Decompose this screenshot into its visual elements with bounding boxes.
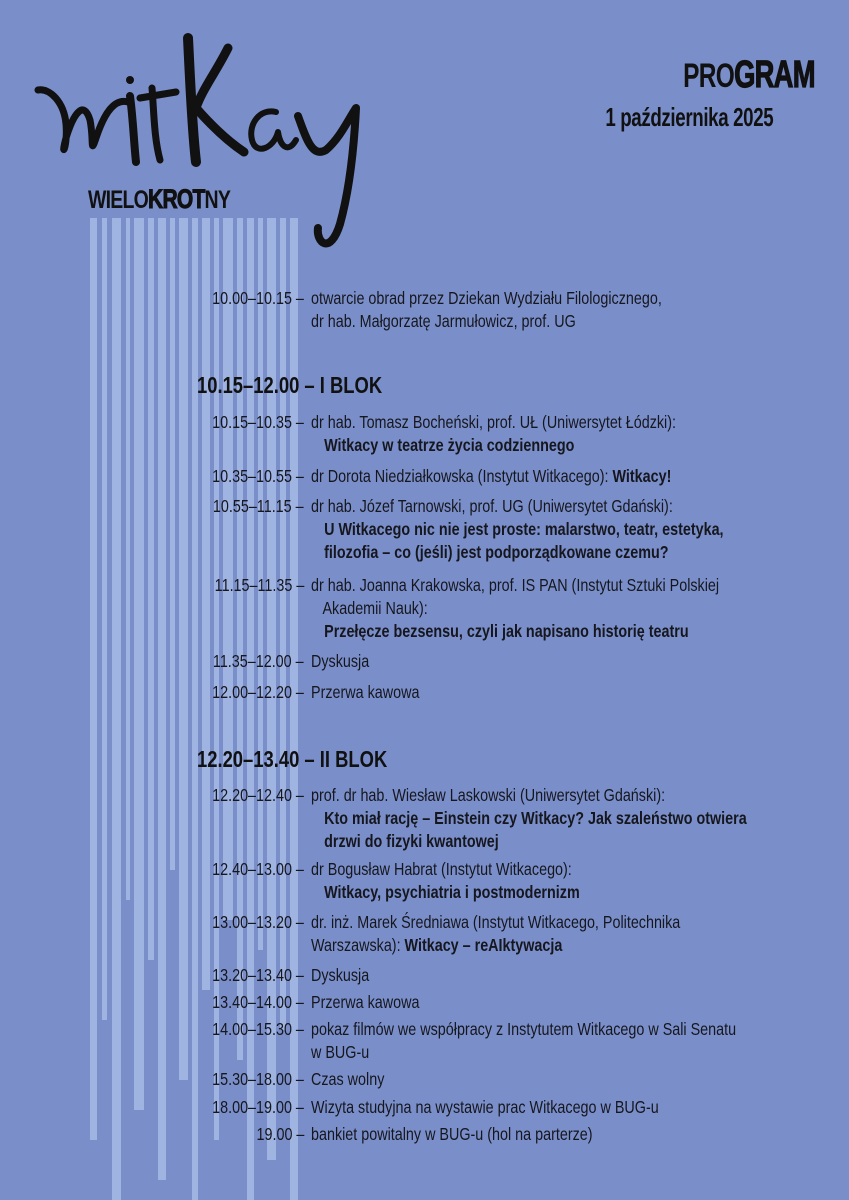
item-title: Przełęcze bezsensu, czyli jak napisano historię teatru: [324, 621, 689, 641]
item-speaker: dr Bogusław Habrat (Instytut Witkacego):: [311, 859, 572, 879]
item-text: dr hab. Małgorzatę Jarmułowicz, prof. UG: [311, 311, 576, 331]
item-title: filozofia – co (jeśli) jest podporządkowane czemu?: [324, 542, 669, 562]
item-time: 12.00–12.20 –: [212, 682, 304, 702]
item-time: 13.20–13.40 –: [212, 965, 304, 985]
item-title: Witkacy w teatrze życia codziennego: [324, 435, 575, 455]
item-text: Wizyta studyjna na wystawie prac Witkacego w BUG-u: [311, 1097, 659, 1117]
item-time: 10.00–10.15 –: [212, 288, 304, 308]
item-text: w BUG-u: [311, 1042, 370, 1062]
item-title: Witkacy – reAIktywacja: [404, 935, 563, 955]
item-time: 11.15–11.35 –: [214, 575, 304, 595]
item-time: 15.30–18.00 –: [212, 1069, 304, 1089]
item-title: Witkacy!: [612, 466, 672, 486]
item-time: 11.35–12.00 –: [213, 651, 304, 671]
block-2-heading: 12.20–13.40 – II BLOK: [197, 746, 388, 772]
program-date: 1 października 2025: [605, 102, 773, 132]
item-text: Dyskusja: [311, 651, 370, 671]
item-time: 14.00–15.30 –: [212, 1019, 304, 1039]
item-speaker: Warszawska):: [311, 935, 405, 955]
item-title: drzwi do fizyki kwantowej: [324, 831, 499, 851]
decorative-drips: [90, 218, 305, 1200]
item-speaker: prof. dr hab. Wiesław Laskowski (Uniwersytet Gdański):: [311, 785, 666, 805]
block-1-heading: 10.15–12.00 – I BLOK: [197, 372, 383, 398]
wielokrotny-wordmark: WIELOKROTNY: [88, 184, 231, 214]
item-speaker: dr hab. Tomasz Bocheński, prof. UŁ (Uniwersytet Łódzki):: [311, 412, 677, 432]
item-text: Czas wolny: [311, 1069, 385, 1089]
item-text: otwarcie obrad przez Dziekan Wydziału Filologicznego,: [311, 288, 662, 308]
witkacy-signature-logo: [30, 28, 370, 258]
item-title: U Witkacego nic nie jest proste: malarstwo, teatr, estetyka,: [324, 519, 724, 539]
item-time: 10.15–10.35 –: [212, 412, 304, 432]
item-text: Przerwa kawowa: [311, 992, 420, 1012]
item-speaker: dr hab. Józef Tarnowski, prof. UG (Uniwersytet Gdański):: [311, 496, 673, 516]
item-speaker: dr Dorota Niedziałkowska (Instytut Witkacego):: [311, 466, 613, 486]
item-title: Kto miał rację – Einstein czy Witkacy? Jak szaleństwo otwiera: [324, 808, 747, 828]
program-title: PROGRAM: [683, 54, 815, 96]
item-time: 13.00–13.20 –: [212, 912, 304, 932]
item-speaker: dr hab. Joanna Krakowska, prof. IS PAN (Instytut Sztuki Polskiej: [311, 575, 720, 595]
item-time: 10.55–11.15 –: [213, 496, 304, 516]
item-time: 12.20–12.40 –: [212, 785, 304, 805]
item-text: Przerwa kawowa: [311, 682, 420, 702]
item-title: Witkacy, psychiatria i postmodernizm: [324, 882, 580, 902]
item-time: 18.00–19.00 –: [212, 1097, 304, 1117]
item-speaker: Akademii Nauk):: [322, 598, 428, 618]
item-text: bankiet powitalny w BUG-u (hol na parterze): [311, 1124, 593, 1144]
item-text: Dyskusja: [311, 965, 370, 985]
item-time: 19.00 –: [256, 1124, 304, 1144]
item-time: 13.40–14.00 –: [212, 992, 304, 1012]
item-speaker: dr. inż. Marek Średniawa (Instytut Witkacego, Politechnika: [311, 912, 681, 932]
item-time: 10.35–10.55 –: [212, 466, 304, 486]
item-text: pokaz filmów we współpracy z Instytutem Witkacego w Sali Senatu: [311, 1019, 737, 1039]
item-time: 12.40–13.00 –: [212, 859, 304, 879]
